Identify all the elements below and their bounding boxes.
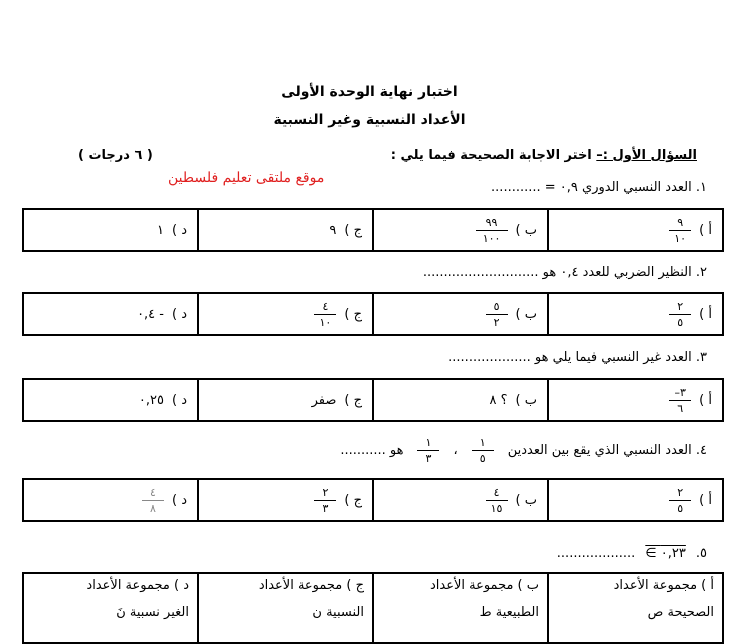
option-c[interactable]: ج ) $\frac{٤}{١٠}$ (198, 293, 373, 335)
question-4-text: ٤. العدد النسبي الذي يقع بين العددين $\frac{١}{٥}$ ، $\frac{١}{٣}$ هو ........... (340, 436, 707, 465)
exam-subtitle: الأعداد النسبية وغير النسبية (273, 112, 466, 128)
question-5-text: ٥. ٠,٢٣ ∋ ................... (556, 546, 707, 561)
option-b[interactable]: ب ) $\frac{٤}{١٥}$ (373, 479, 548, 521)
fraction: $\frac{٢}{٥}$ (669, 300, 691, 329)
fraction: $\frac{٩٩}{١٠٠}$ (476, 216, 508, 245)
fraction: $\frac{١}{٣}$ (417, 436, 439, 465)
option-b[interactable]: ب ) $\frac{٩٩}{١٠٠}$ (373, 209, 548, 251)
fraction: $\frac{٣-}{٦}$ (669, 386, 691, 415)
option-d[interactable]: د ) مجموعة الأعداد الغير نسبية نَ (23, 573, 198, 643)
option-d[interactable]: د ) ٠,٢٥ (23, 379, 198, 421)
option-b[interactable]: ب ) $\frac{٥}{٢}$ (373, 293, 548, 335)
question-instruction: اختر الاجابة الصحيحة فيما يلي : (390, 148, 592, 163)
question-3-text: ٣. العدد غير النسبي فيما يلي هو .................... (448, 350, 707, 365)
option-b[interactable]: ب ) مجموعة الأعداد الطبيعية ط (373, 573, 548, 643)
question-5-options (22, 572, 724, 644)
option-a[interactable]: أ ) $\frac{٢}{٥}$ (548, 479, 723, 521)
option-c[interactable]: ج ) مجموعة الأعداد النسبية ن (198, 573, 373, 643)
question-label: السؤال الأول :– (596, 148, 697, 163)
option-d[interactable]: د ) - ٠,٤ (23, 293, 198, 335)
question-2-text: ٢. النظير الضربي للعدد ٠,٤ هو ............................ (422, 265, 707, 280)
fraction: $\frac{٤}{١٠}$ (314, 300, 336, 329)
option-a[interactable]: أ ) $\frac{٩}{١٠}$ (548, 209, 723, 251)
question-2-options (22, 292, 724, 336)
option-d[interactable]: د ) $\frac{٤}{٨}$ (23, 479, 198, 521)
option-a[interactable]: أ ) $\frac{٢}{٥}$ (548, 293, 723, 335)
fraction: $\frac{٤}{٨}$ (142, 486, 164, 515)
question-1-text: ١. العدد النسبي الدوري ٠,٩ = ............ (491, 180, 707, 195)
question-4-options (22, 478, 724, 522)
fraction: $\frac{٤}{١٥}$ (486, 486, 508, 515)
option-c[interactable]: ج ) صفر (198, 379, 373, 421)
fraction: $\frac{٢}{٣}$ (314, 486, 336, 515)
option-a[interactable]: أ ) $\frac{٣-}{٦}$ (548, 379, 723, 421)
question-3-options (22, 378, 724, 422)
option-c[interactable]: ج ) $\frac{٢}{٣}$ (198, 479, 373, 521)
question-1-options (22, 208, 724, 252)
exam-title: اختبار نهاية الوحدة الأولى (281, 84, 458, 100)
fraction: $\frac{١}{٥}$ (472, 436, 494, 465)
fraction: $\frac{٩}{١٠}$ (669, 216, 691, 245)
option-c[interactable]: ج ) ٩ (198, 209, 373, 251)
fraction: $\frac{٥}{٢}$ (486, 300, 508, 329)
option-b[interactable]: ب ) ؟ ٨ (373, 379, 548, 421)
grade-label: ( ٦ درجات ) (78, 148, 153, 163)
site-watermark: موقع ملتقى تعليم فلسطين (168, 170, 325, 186)
fraction: $\frac{٢}{٥}$ (669, 486, 691, 515)
question-header (391, 148, 697, 163)
option-d[interactable]: د ) ١ (23, 209, 198, 251)
option-a[interactable]: أ ) مجموعة الأعداد الصحيحة ص (548, 573, 723, 643)
